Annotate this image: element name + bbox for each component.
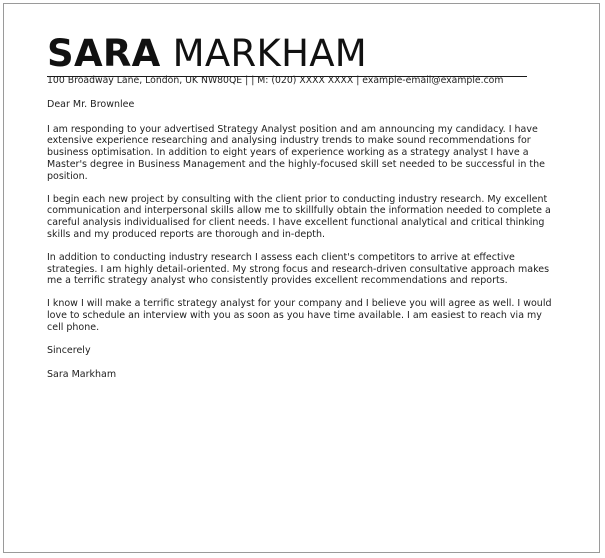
signature: Sara Markham xyxy=(47,368,117,380)
salutation: Dear Mr. Brownlee xyxy=(47,99,135,110)
sender-last-name: MARKHAM xyxy=(172,32,368,75)
paragraph-2: I begin each new project by consulting with the client prior to conducting industry research. My excellent communication and interpersonal skills allow me to skillfully obtain the information needed to complete a careful analysis individualised for client needs. I have excellent functional analytical and critical thinking skills and my produced reports are thorough and in-depth. xyxy=(47,193,551,240)
closing: Sincerely xyxy=(47,344,91,356)
paragraph-1: I am responding to your advertised Strategy Analyst position and am announcing my candidacy. I have extensive experience researching and analysing industry trends to make sound recommendations for business optimisation. In addition to eight years of experience working as a strategy analyst I have a Master's degree in Business Management and the highly-focused skill set needed to be successful in the position. xyxy=(47,123,545,182)
sender-first-name: SARA xyxy=(47,32,161,75)
sender-contact-line: 100 Broadway Lane, London, UK NW80QE | | M: (020) XXXX XXXX | example-email@example.com xyxy=(47,75,504,86)
letter-page xyxy=(3,3,600,553)
paragraph-3: In addition to conducting industry research I assess each client's competitors to arrive at effective strategies. I am highly detail-oriented. My strong focus and research-driven consultative approach makes me a terrific strategy analyst who consistently provides excellent recommendations and reports. xyxy=(47,251,550,287)
letter-body xyxy=(47,99,552,392)
paragraph-4: I know I will make a terrific strategy analyst for your company and I believe you will agree as well. I would love to schedule an interview with you as soon as you have time available. I am easiest to reach via my cell phone. xyxy=(47,298,552,333)
sender-name xyxy=(47,33,367,75)
